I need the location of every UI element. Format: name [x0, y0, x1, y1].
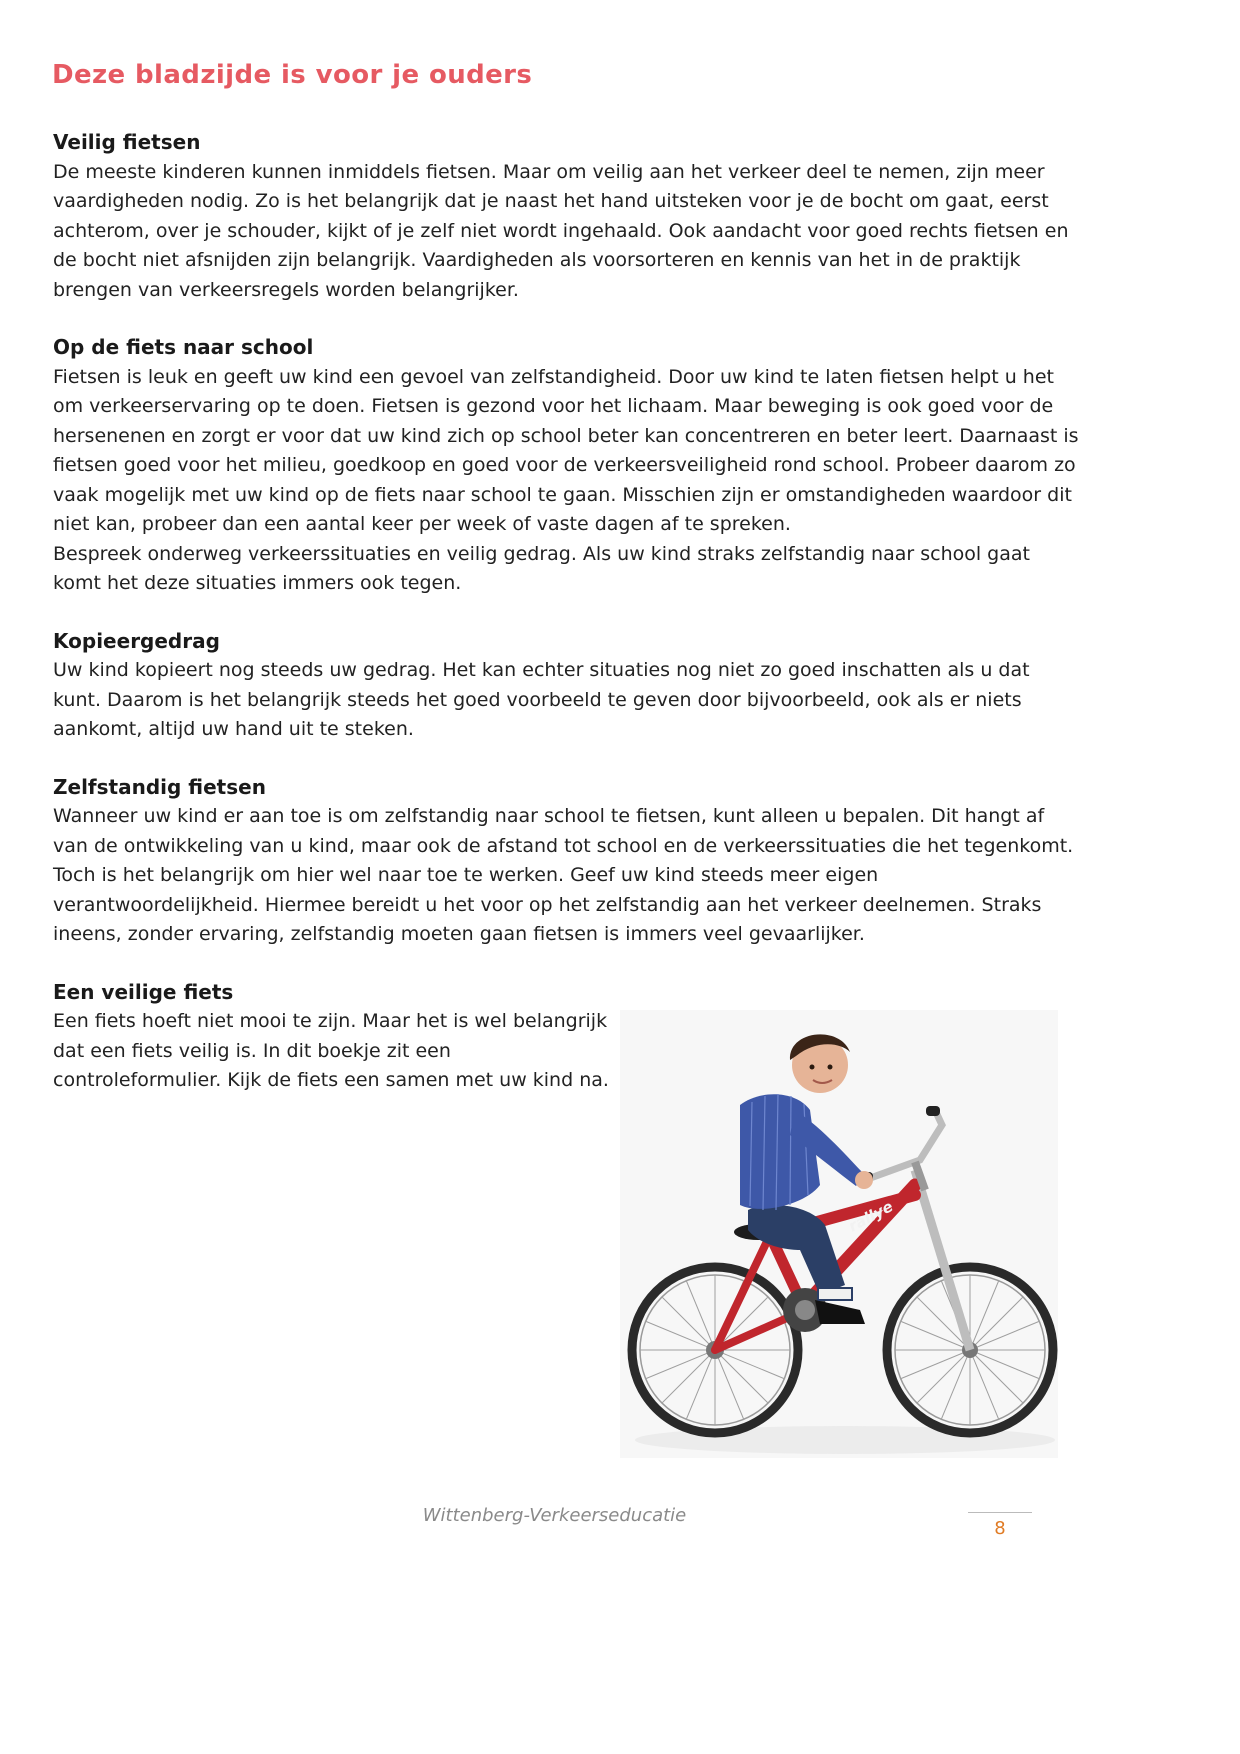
- article-body: [53, 128, 1083, 1124]
- bike-brand-label: rallye: [845, 1197, 897, 1236]
- section-heading: Op de fiets naar school: [53, 335, 314, 359]
- section-paragraph: De meeste kinderen kunnen inmiddels fietsen. Maar om veilig aan het verkeer deel te nemen, zijn meer vaardigheden nodig. Zo is het belangrijk dat je naast het hand uitsteken voor je de bocht om gaat, eerst achterom, over je schouder, kijkt of je zelf niet wordt ingehaald. Ook aandacht voor goed rechts fietsen en de bocht niet afsnijden zijn belangrijk. Vaardigheden als voorsorteren en kennis van het in de praktijk brengen van verkeersregels worden belangrijker.: [53, 160, 1069, 301]
- page-title: Deze bladzijde is voor je ouders: [52, 60, 533, 90]
- section-heading: Zelfstandig fietsen: [53, 774, 266, 799]
- section-een-veilige-fiets: [53, 978, 613, 1096]
- section-kopieergedrag: [53, 627, 1083, 745]
- section-heading: Veilig fietsen: [53, 130, 201, 154]
- section-paragraph: Een fiets hoeft niet mooi te zijn. Maar het is wel belangrijk dat een fiets veilig is. In dit boekje zit een controleformulier. Kijk de fiets een samen met uw kind na.: [53, 1010, 609, 1091]
- page-number: 8: [994, 1518, 1006, 1539]
- section-paragraph: Fietsen is leuk en geeft uw kind een gevoel van zelfstandigheid. Door uw kind te laten fietsen helpt u het om verkeerservaring op te doen. Fietsen is gezond voor het lichaam. Maar beweging is ook goed voor de hersenenen en zorgt er voor dat uw kind zich op school beter kan concentreren en beter leert. Daarnaast is fietsen goed voor het milieu, goedkoop en goed voor de verkeersveiligheid rond school. Probeer daarom zo vaak mogelijk met uw kind op de fiets naar school te gaan. Misschien zijn er omstandigheden waardoor dit niet kan, probeer dan een aantal keer per week of vaste dagen af te spreken.: [53, 365, 1079, 535]
- section-zelfstandig-fietsen: [53, 773, 1083, 950]
- boy-on-bicycle-photo: [620, 1010, 1058, 1458]
- section-paragraph: Bespreek onderweg verkeerssituaties en veilig gedrag. Als uw kind straks zelfstandig naar school gaat komt het deze situaties immers ook tegen.: [53, 542, 1030, 594]
- section-paragraph: Uw kind kopieert nog steeds uw gedrag. Het kan echter situaties nog niet zo goed inschatten als u dat kunt. Daarom is het belangrijk steeds het goed voorbeeld te geven door bijvoorbeeld, ook als er niets aankomt, altijd uw hand uit te steken.: [53, 659, 1030, 740]
- section-heading: Kopieergedrag: [53, 628, 220, 653]
- section-op-de-fiets-naar-school: [53, 333, 1083, 599]
- section-heading: Een veilige fiets: [53, 979, 234, 1004]
- section-veilig-fietsen: [53, 128, 1083, 305]
- footer-divider: [968, 1512, 1032, 1513]
- section-paragraph: Wanneer uw kind er aan toe is om zelfstandig naar school te fietsen, kunt alleen u bepalen. Dit hangt af van de ontwikkeling van u kind, maar ook de afstand tot school en de verkeerssituaties die het tegenkomt. Toch is het belangrijk om hier wel naar toe te werken. Geef uw kind steeds meer eigen verantwoordelijkheid. Hiermee bereidt u het voor op het zelfstandig aan het verkeer deelnemen. Straks ineens, zonder ervaring, zelfstandig moeten gaan fietsen is immers veel gevaarlijker.: [53, 805, 1074, 945]
- footer-publisher: Wittenberg-Verkeerseducatie: [422, 1505, 687, 1526]
